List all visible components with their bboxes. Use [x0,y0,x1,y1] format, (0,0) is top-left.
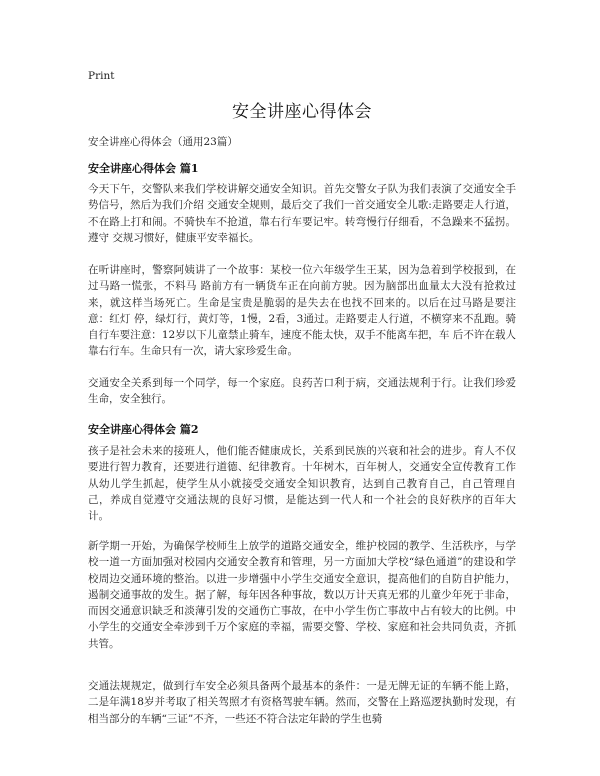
paragraph: 新学期一开始，为确保学校师生上放学的道路交通安全，维护校园的教学、生活秩序，与学校一道一方面加强对校园内交通安全教育和管理，另一方面加大学校“绿色通道”的建设和学校周边交通环境的整治。以进一步增强中小学生交通安全意识，提高他们的自防自护能力，遏制交通事故的发生。据了解，每年因各种事故，数以万计天真无邪的儿童少年死于非命，而因交通意识缺乏和淡薄引发的交通伤亡事故，在中小学生伤亡事故中占有较大的比例。中小学生的交通安全牵涉到千万个家庭的幸福，需要交警、学校、家庭和社会共同负责，齐抓共管。 [88,540,516,650]
paragraph: 在听讲座时，警察阿姨讲了一个故事：某校一位六年级学生王某，因为急着到学校报到，在过马路一慌张，不料马 路前方有一辆货车正在向前方驶。因为脑部出血量太大没有抢救过来，就这样当场死亡。生命是宝贵是脆弱的是失去在也找不回来的。以后在过马路是要注意：红灯 停，绿灯行，黄灯等，1慢，2看，3通过。走路要走人行道，不横穿来不乱跑。骑自行车要注意：12岁以下儿童禁止骑车，速度不能太快，双手不能离车把，车 后不许在载人靠右行车。生命只有一次，请大家珍爱生命。 [88,264,516,358]
section-heading-1: 安全讲座心得体会 篇1 [88,162,199,175]
paragraph: 交通法规规定，做到行车安全必须具备两个最基本的条件：一是无牌无证的车辆不能上路，二是年满18岁并考取了相关驾照才有资格驾驶车辆。然而，交警在上路巡逻执勤时发现，有相当部分的车辆“三证”不齐，一些还不符合法定年龄的学生也骑 [88,680,516,725]
paragraph: 交通安全关系到每一个同学，每一个家庭。良药苦口利于病，交通法规利于行。让我们珍爱生命，安全独行。 [88,377,516,406]
document-subtitle: 安全讲座心得体会（通用23篇） [88,136,238,148]
document-page [88,0,516,776]
paragraph: 今天下午，交警队来我们学校讲解交通安全知识。首先交警女子队为我们表演了交通安全手势信号，然后为我们介绍 交通安全规则，最后交了我们一首交通安全儿歌:走路要走人行道，不在路上打和闹。不骑快车不抢道，靠右行车要记牢。转弯慢行仔细看，不急躁来不猛拐。遵守 交规习惯好，健康平安幸福长。 [88,183,516,244]
paragraph: 孩子是社会未来的接班人，他们能否健康成长，关系到民族的兴衰和社会的进步。育人不仅要进行智力教育，还要进行道德、纪律教育。十年树木，百年树人，交通安全宣传教育工作从幼儿学生抓起，使学生从小就接受交通安全知识教育，达到自己教育自己，自己管理自己，养成自觉遵守交通法规的良好习惯，是能达到一代人和一个社会的良好秩序的百年大计。 [88,445,516,523]
section-heading-2: 安全讲座心得体会 篇2 [88,423,199,436]
print-link[interactable]: Print [88,70,115,82]
document-title: 安全讲座心得体会 [232,102,372,122]
